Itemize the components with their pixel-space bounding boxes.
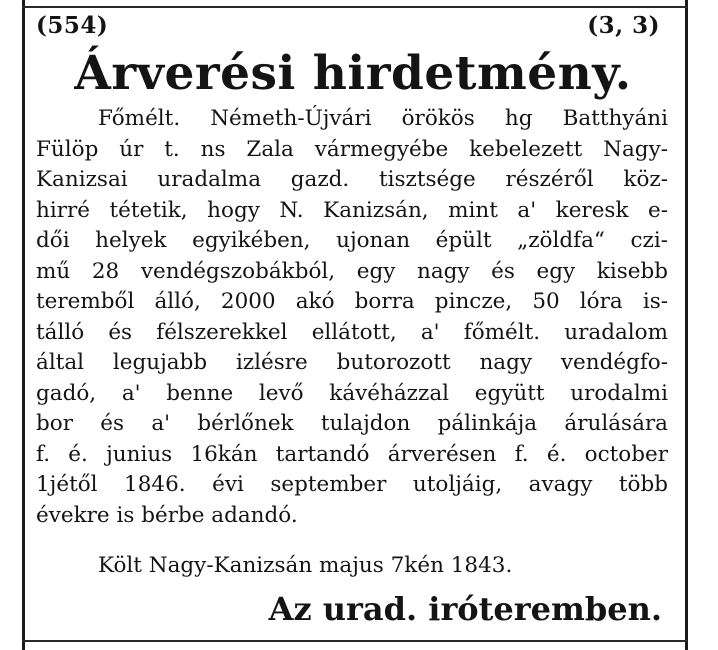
notice-headline: Árverési hirdetmény. <box>74 46 632 101</box>
body-line: által legujabb izlésre butorozott nagy vendégfo- <box>36 350 668 375</box>
top-separator-rule <box>22 6 688 8</box>
body-line: hirré tétetik, hogy N. Kanizsán, mint a' keresk e- <box>36 197 668 223</box>
body-line: 1jétől 1846. évi september utoljáig, avagy több <box>36 472 668 497</box>
body-line: gadó, a' benne levő kávéházzal együtt urodalmi <box>36 380 668 406</box>
signature: Az urad. iróteremben. <box>268 590 662 628</box>
notice-number: (554) <box>36 12 109 39</box>
body-line: f. é. junius 16kán tartandó árverésen f. é. october <box>36 441 668 467</box>
insertion-count: (3, 3) <box>587 12 660 39</box>
body-line: Főmélt. Németh-Újvári örökös hg Batthyáni <box>98 106 668 131</box>
body-line: Fülöp úr t. ns Zala vármegyébe kebelezett Nagy- <box>36 136 668 162</box>
body-line: mű 28 vendégszobákból, egy nagy és egy kisebb <box>36 258 668 284</box>
notice-body <box>36 104 668 531</box>
body-line: teremből álló, 2000 akó borra pincze, 50 lóra is- <box>36 289 668 314</box>
right-column-rule <box>685 0 688 650</box>
body-line: tálló és félszerekkel ellátott, a' főmélt. uradalom <box>36 319 668 345</box>
bottom-separator-rule <box>22 640 688 642</box>
left-column-rule <box>22 0 25 650</box>
body-line: Kanizsai uradalma gazd. tisztsége részéről köz- <box>36 167 668 192</box>
body-line: dői helyek egyikében, ujonan épült „zöldfa“ czi- <box>36 228 668 253</box>
dateline: Költ Nagy-Kanizsán majus 7kén 1843. <box>98 553 513 578</box>
body-line: bor és a' bérlőnek tulajdon pálinkája árulására <box>36 411 668 436</box>
body-line: évekre is bérbe adandó. <box>36 502 298 528</box>
